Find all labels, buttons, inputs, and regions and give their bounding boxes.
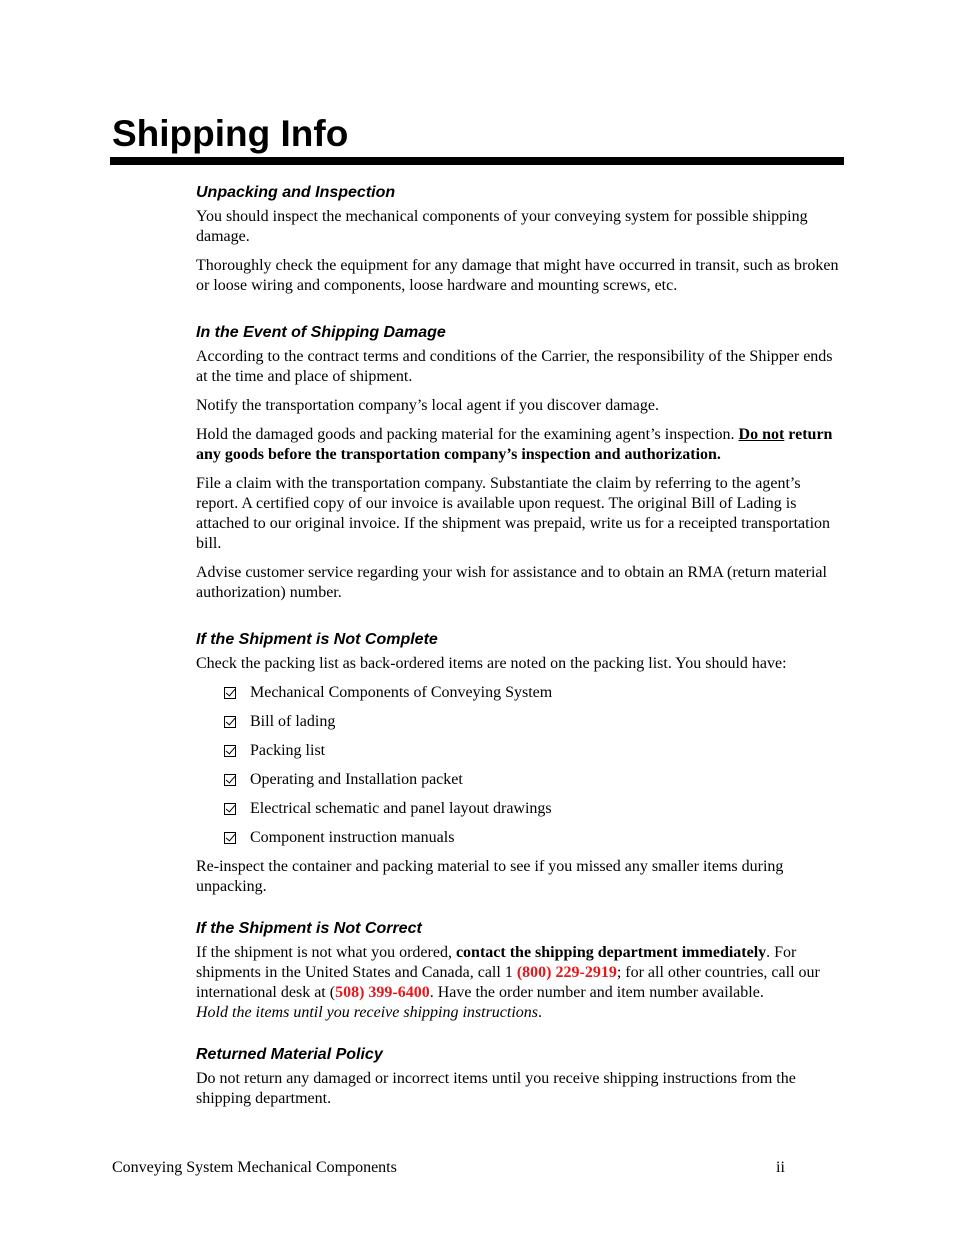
content <box>196 183 844 1118</box>
title-rule <box>110 157 844 165</box>
footer-page-number: ii <box>776 1159 785 1176</box>
section-not-complete <box>196 630 844 897</box>
list-item-label: Operating and Installation packet <box>250 771 463 788</box>
list-item-label: Electrical schematic and panel layout drawings <box>250 800 552 817</box>
paragraph: You should inspect the mechanical components of your conveying system for possible shipping damage. <box>196 208 808 245</box>
list-item <box>224 770 844 790</box>
heading-returned-policy: Returned Material Policy <box>196 1046 383 1063</box>
contact-emphasis: contact the shipping department immediately <box>455 944 767 961</box>
section-not-correct <box>196 919 844 1023</box>
heading-not-complete: If the Shipment is Not Complete <box>196 631 438 648</box>
list-item-label: Mechanical Components of Conveying System <box>250 684 553 701</box>
checked-box-icon <box>224 716 236 728</box>
paragraph: Re-inspect the container and packing material to see if you missed any smaller items during unpacking. <box>196 858 784 895</box>
heading-not-correct: If the Shipment is Not Correct <box>196 920 422 937</box>
list-item <box>224 741 844 761</box>
list-item <box>224 683 844 703</box>
paragraph: Advise customer service regarding your wish for assistance and to obtain an RMA (return material authorization) number. <box>196 564 827 601</box>
paragraph: Check the packing list as back-ordered items are noted on the packing list. You should have: <box>196 655 787 672</box>
contact-text: ; for all other countries, call our international desk at ( <box>196 964 820 1001</box>
checked-box-icon <box>224 745 236 757</box>
contact-text: . Have the order number and item number available. <box>429 984 764 1001</box>
list-item-label: Component instruction manuals <box>250 829 455 846</box>
paragraph-hold-goods <box>196 425 844 465</box>
hold-items-note: Hold the items until you receive shipping instructions <box>196 1004 539 1021</box>
section-returned-policy <box>196 1045 844 1109</box>
contact-text: . For shipments in the United States and Canada, call 1 <box>196 944 797 981</box>
checked-box-icon <box>224 687 236 699</box>
list-item-label: Bill of lading <box>250 713 336 730</box>
list-item <box>224 799 844 819</box>
paragraph: File a claim with the transportation company. Substantiate the claim by referring to the agent’s report. A certified copy of our invoice is available upon request. The original Bill of Lading is attached to our original invoice. If the shipment was prepaid, write us for a receipted transportation bill. <box>196 475 831 552</box>
contact-text: . <box>538 1004 543 1021</box>
paragraph: Do not return any damaged or incorrect items until you receive shipping instructions from the shipping department. <box>196 1070 796 1107</box>
contact-text: If the shipment is not what you ordered, <box>196 944 456 961</box>
paragraph: According to the contract terms and conditions of the Carrier, the responsibility of the Shipper ends at the time and place of shipment. <box>196 348 833 385</box>
page-title: Shipping Info <box>112 113 349 154</box>
paragraph-contact <box>196 943 844 1023</box>
section-shipping-damage <box>196 323 844 603</box>
return-warning: return any goods before the transportation company’s inspection and authorization. <box>196 426 833 463</box>
list-item <box>224 712 844 732</box>
section-unpacking <box>196 183 844 296</box>
checked-box-icon <box>224 832 236 844</box>
checked-box-icon <box>224 774 236 786</box>
list-item <box>224 828 844 848</box>
footer-doc-title: Conveying System Mechanical Components <box>112 1159 397 1176</box>
phone-domestic: (800) 229-2919 <box>516 964 617 981</box>
checklist <box>196 683 844 848</box>
list-item-label: Packing list <box>250 742 326 759</box>
heading-unpacking: Unpacking and Inspection <box>196 184 396 201</box>
checked-box-icon <box>224 803 236 815</box>
paragraph: Thoroughly check the equipment for any damage that might have occurred in transit, such as broken or loose wiring and components, loose hardware and mounting screws, etc. <box>196 257 839 294</box>
heading-shipping-damage: In the Event of Shipping Damage <box>196 324 446 341</box>
hold-goods-text: Hold the damaged goods and packing material for the examining agent’s inspection. <box>196 426 739 443</box>
do-not-emphasis: Do not <box>738 426 785 443</box>
phone-international: 508) 399-6400 <box>335 984 430 1001</box>
paragraph: Notify the transportation company’s local agent if you discover damage. <box>196 397 659 414</box>
